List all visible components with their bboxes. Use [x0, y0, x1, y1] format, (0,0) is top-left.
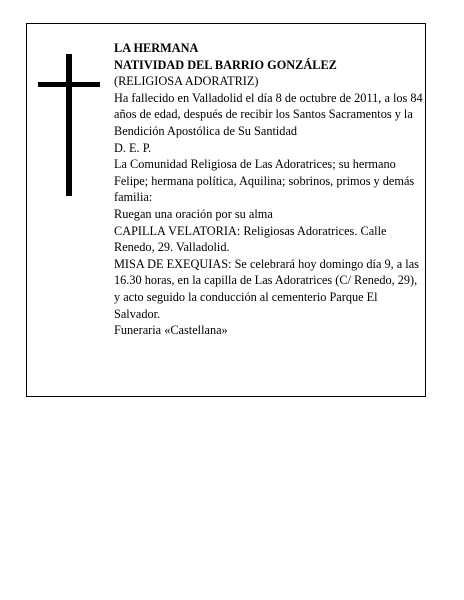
death-notice-text: Ha fallecido en Valladolid el día 8 de octubre de 2011, a los 84 años de edad, después de recibir los Santos Sacramentos y la Bendición Apostólica de Su Santidad: [114, 90, 423, 138]
heading-title: LA HERMANA: [114, 41, 199, 55]
funeral-mass-text: MISA DE EXEQUIAS: Se celebrará hoy domingo día 9, a las 16.30 horas, en la capilla de Las Adoratrices (C/ Renedo, 29), y acto seguido la conducción al cementerio Parque El Salvador.: [114, 256, 419, 321]
deceased-name: NATIVIDAD DEL BARRIO GONZÁLEZ: [114, 57, 337, 72]
cross-vertical-bar: [66, 54, 72, 196]
cross-horizontal-bar: [38, 82, 100, 87]
obituary-text: [114, 40, 426, 339]
family-text: La Comunidad Religiosa de Las Adoratrices; su hermano Felipe; hermana política, Aquilina; sobrinos, primos y demás familia:: [114, 157, 415, 205]
obituary-notice: [26, 23, 426, 397]
funeral-home-text: Funeraria «Castellana»: [114, 323, 228, 338]
wake-text: CAPILLA VELATORIA: Religiosas Adoratrices. Calle Renedo, 29. Valladolid.: [114, 223, 387, 255]
prayer-request-text: Ruegan una oración por su alma: [114, 206, 273, 221]
religious-affiliation: (RELIGIOSA ADORATRIZ): [114, 74, 259, 89]
rip-text: D. E. P.: [114, 140, 152, 155]
